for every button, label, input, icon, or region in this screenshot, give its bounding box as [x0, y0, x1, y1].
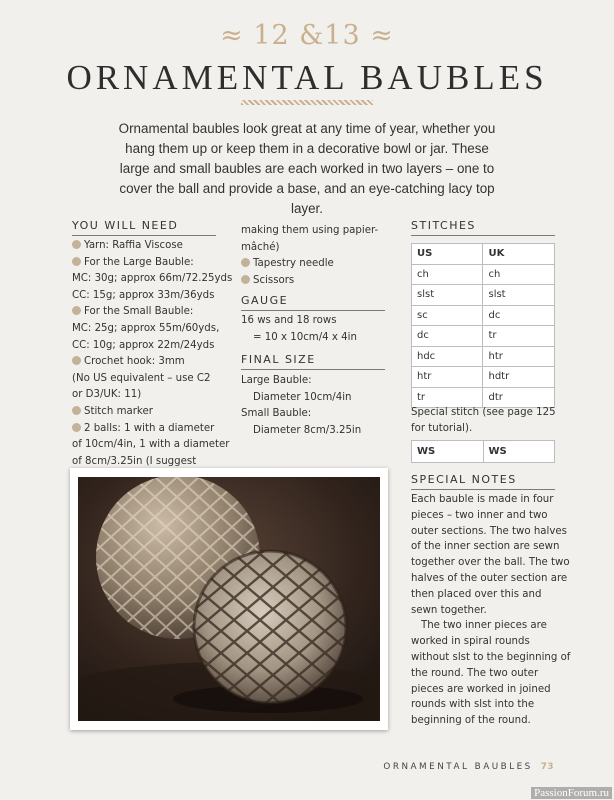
list-item-text: making them using papier-: [241, 225, 379, 236]
list-item-text: For the Small Bauble:: [84, 306, 194, 318]
you-will-need-list-continued: [241, 223, 401, 289]
table-cell: htr: [412, 367, 483, 388]
size-line: Small Bauble:: [241, 408, 312, 420]
table-cell: slst: [483, 285, 555, 306]
special-notes-text: [411, 492, 571, 729]
list-item-text: MC: 30g; approx 66m/72.25yds: [72, 273, 233, 285]
final-size-text: [241, 373, 361, 439]
list-item: [72, 304, 237, 321]
gauge-line: = 10 x 10cm/4 x 4in: [253, 331, 357, 343]
table-cell: slst: [412, 285, 483, 306]
photo-frame: [70, 468, 388, 730]
list-item: [72, 238, 237, 255]
list-item-text: CC: 10g; approx 22m/24yds: [72, 339, 215, 351]
watermark: PassionForum.ru: [531, 787, 612, 799]
table-row: [412, 441, 555, 463]
table-cell: dc: [412, 326, 483, 347]
table-cell: htr: [483, 346, 555, 367]
table-cell: ch: [412, 264, 483, 285]
list-item: [72, 288, 237, 305]
list-item: [72, 354, 237, 371]
size-line: Large Bauble:: [241, 375, 312, 386]
list-item-text: of 10cm/4in, 1 with a diameter: [72, 439, 230, 451]
list-item-text: Scissors: [253, 274, 295, 286]
list-item-text: Stitch marker: [84, 405, 153, 417]
bullet-icon: [72, 423, 81, 432]
size-line: Diameter 8cm/3.25in: [253, 424, 362, 436]
list-item: [72, 271, 237, 288]
column-header: US: [412, 244, 483, 265]
list-item-text: Tapestry needle: [253, 258, 334, 270]
table-row: [412, 326, 555, 347]
intro-paragraph: Ornamental baubles look great at any time of year, whether you hang them up or keep them in a decorative bowl or jar. These large and small baubles are each worked in two layers – one to cover the ball and provide a base, and an eye-catching lacy top layer.: [118, 121, 496, 216]
list-item-text: For the Large Bauble:: [84, 256, 194, 268]
table-cell: ch: [483, 264, 555, 285]
table-cell: hdc: [412, 346, 483, 367]
running-title: ORNAMENTAL BAUBLES: [383, 762, 533, 772]
list-item: [72, 421, 237, 438]
list-item: [241, 240, 401, 257]
baubles-photo: [78, 477, 380, 721]
bullet-icon: [241, 275, 250, 284]
list-item-text: (No US equivalent – use C2: [72, 372, 211, 384]
list-item: [72, 255, 237, 272]
gauge-text: [241, 313, 357, 346]
gauge-line: 16 ws and 18 rows: [241, 315, 337, 326]
heading-rule: [72, 235, 216, 236]
page-footer: [383, 762, 554, 772]
list-item: [72, 404, 237, 421]
list-item-text: or D3/UK: 11): [72, 389, 142, 401]
list-item-text: MC: 25g; approx 55m/60yds,: [72, 322, 220, 334]
list-item-text: mâché): [241, 241, 280, 253]
bullet-icon: [72, 257, 81, 266]
column-header: UK: [483, 244, 555, 265]
list-item-text: Crochet hook: 3mm: [84, 356, 185, 368]
list-item: [72, 437, 237, 454]
list-item: [241, 256, 401, 273]
decorative-rule: [241, 100, 373, 105]
table-header-row: [412, 244, 555, 265]
stitch-conversion-table: [411, 243, 555, 408]
table-row: [412, 346, 555, 367]
page-title: ORNAMENTAL BAUBLES: [66, 58, 548, 97]
heading-rule: [241, 369, 385, 370]
list-item: [72, 371, 237, 388]
table-cell: WS: [483, 441, 555, 463]
special-notes-heading: SPECIAL NOTES: [411, 473, 517, 486]
size-line: Diameter 10cm/4in: [253, 391, 352, 403]
bullet-icon: [72, 356, 81, 365]
list-item: [72, 338, 237, 355]
list-item-text: 2 balls: 1 with a diameter: [84, 422, 215, 434]
table-cell: dc: [483, 305, 555, 326]
list-item: [72, 321, 237, 338]
table-row: [412, 305, 555, 326]
final-size-heading: FINAL SIZE: [241, 353, 316, 366]
you-will-need-list: [72, 238, 237, 470]
heading-rule: [241, 310, 385, 311]
list-item: [241, 273, 401, 290]
table-cell: tr: [412, 387, 483, 408]
special-stitch-table: [411, 440, 555, 463]
page-number: 73: [540, 762, 554, 772]
heading-rule: [411, 235, 555, 236]
list-item: [241, 223, 401, 240]
special-stitch-note: Special stitch (see page 125 for tutorial).: [411, 407, 556, 434]
bullet-icon: [72, 306, 81, 315]
table-row: [412, 264, 555, 285]
list-item: [72, 387, 237, 404]
you-will-need-heading: YOU WILL NEED: [72, 219, 179, 232]
table-cell: tr: [483, 326, 555, 347]
bullet-icon: [72, 406, 81, 415]
table-cell: hdtr: [483, 367, 555, 388]
table-cell: sc: [412, 305, 483, 326]
heading-rule: [411, 489, 555, 490]
gauge-heading: GAUGE: [241, 294, 289, 307]
list-item-text: CC: 15g; approx 33m/36yds: [72, 289, 215, 301]
pattern-number: ≈ 12 &13 ≈: [220, 20, 394, 51]
list-item-text: of 8cm/3.25in (I suggest: [72, 455, 197, 467]
table-cell: dtr: [483, 387, 555, 408]
stitches-heading: STITCHES: [411, 219, 476, 232]
table-row: [412, 285, 555, 306]
bullet-icon: [241, 258, 250, 267]
notes-paragraph: Each bauble is made in four pieces – two inner and two outer sections. The two halves of the inner section are sewn together over the ball. The two halves of the outer section are then placed over this and sewn together.: [411, 494, 570, 616]
list-item-text: Yarn: Raffia Viscose: [84, 240, 183, 251]
table-cell: WS: [412, 441, 484, 463]
notes-paragraph: The two inner pieces are worked in spiral rounds without slst to the beginning of the round. The two outer pieces are worked in joined rounds with slst into the beginning of the round.: [411, 620, 571, 727]
table-row: [412, 367, 555, 388]
bullet-icon: [72, 240, 81, 249]
